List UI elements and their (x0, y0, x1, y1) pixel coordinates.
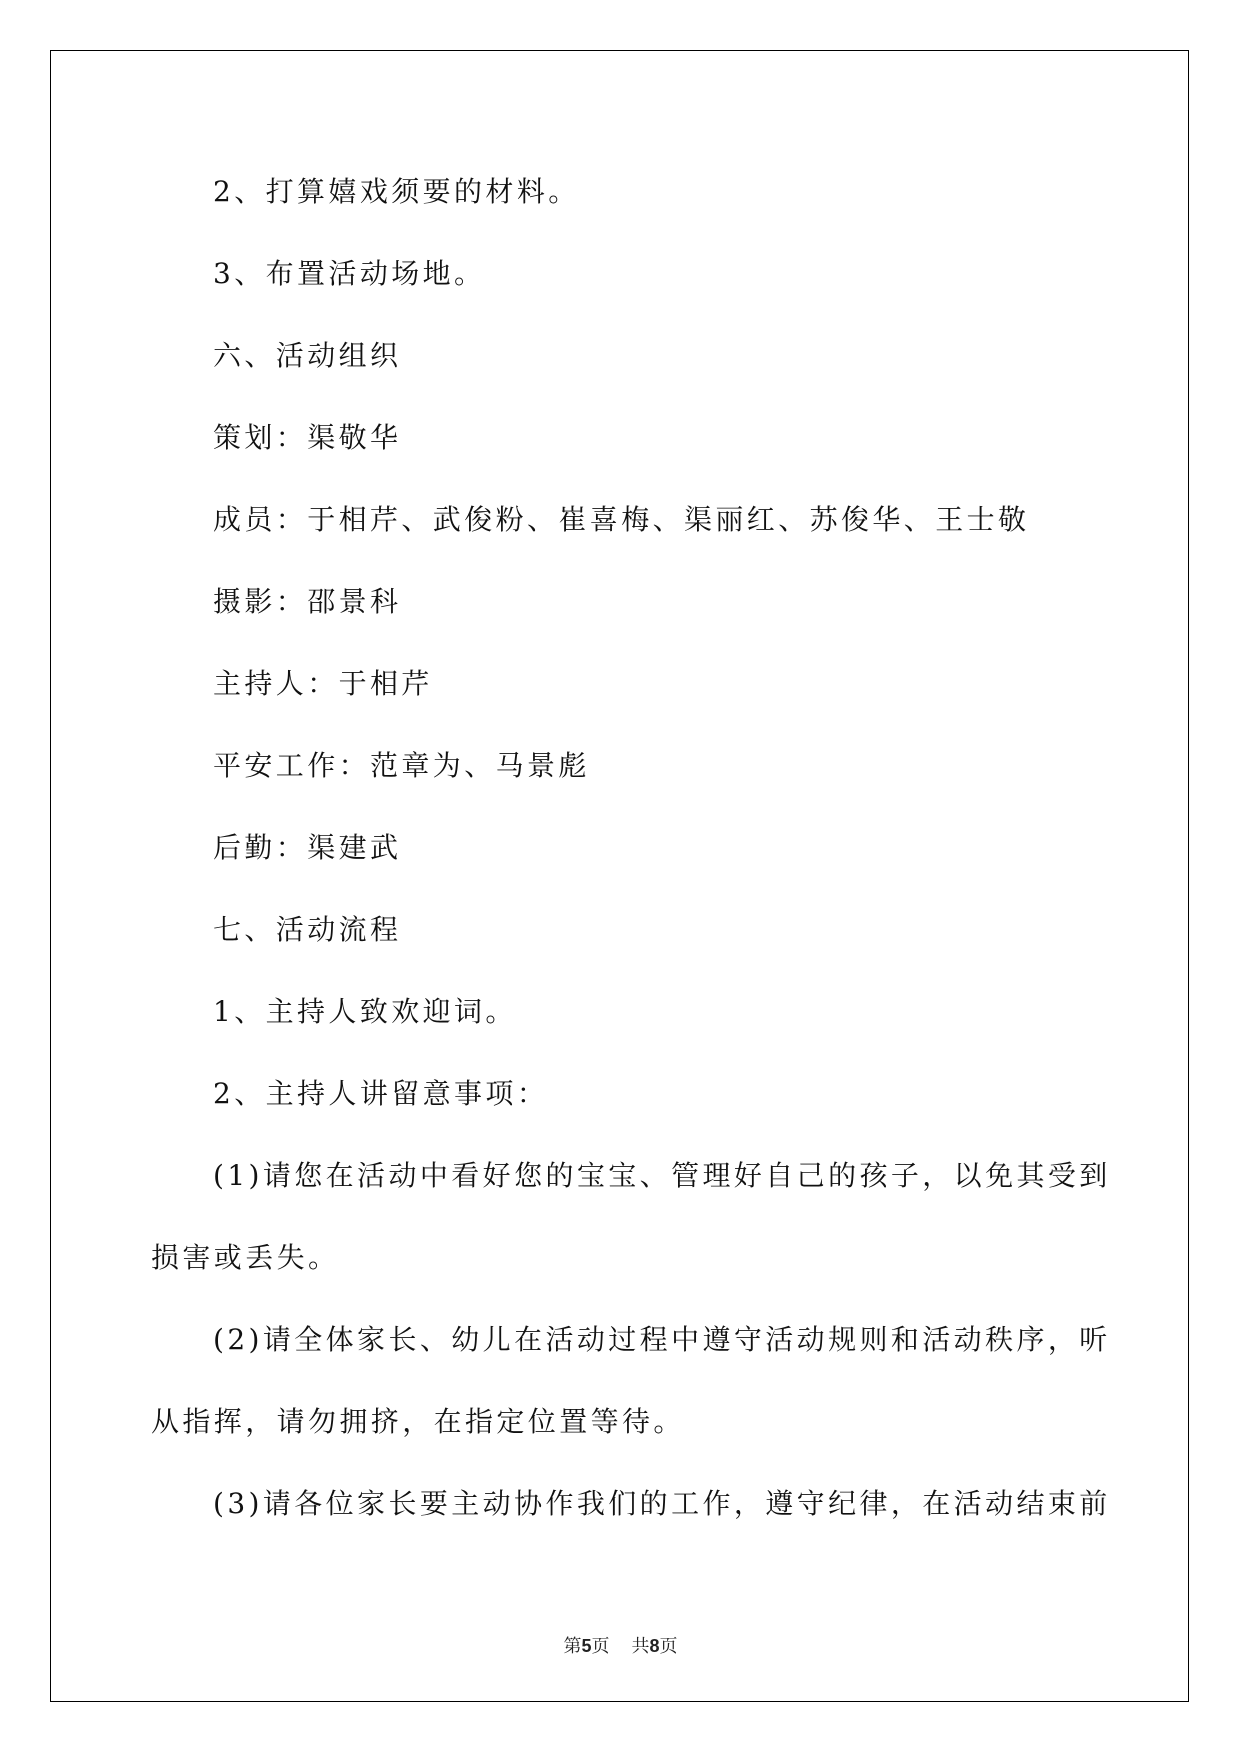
paragraph-note-2-line-1: (2)请全体家长、幼儿在活动过程中遵守活动规则和活动秩序，听 (213, 1323, 1111, 1356)
footer-total-prefix: 共 (631, 1636, 650, 1657)
paragraph-photographer: 摄影：邵景科 (213, 585, 402, 618)
footer-prefix: 第 (563, 1636, 582, 1657)
footer-total-unit: 页 (659, 1636, 678, 1657)
page-border (50, 50, 1189, 1702)
paragraph-step-2: 2、主持人讲留意事项： (213, 1077, 549, 1110)
section-heading-process: 七、活动流程 (213, 913, 402, 946)
footer-page-unit: 页 (591, 1636, 610, 1657)
paragraph-note-3-line-1: (3)请各位家长要主动协作我们的工作，遵守纪律，在活动结束前 (213, 1487, 1111, 1520)
paragraph-note-2-line-2: 从指挥，请勿拥挤，在指定位置等待。 (151, 1405, 685, 1438)
paragraph-safety: 平安工作：范章为、马景彪 (213, 749, 590, 782)
paragraph-1: 2、打算嬉戏须要的材料。 (213, 175, 580, 208)
paragraph-planner: 策划：渠敬华 (213, 421, 402, 454)
footer-current-page: 5 (581, 1636, 592, 1656)
paragraph-host: 主持人：于相芹 (213, 667, 433, 700)
paragraph-members: 成员：于相芹、武俊粉、崔喜梅、渠丽红、苏俊华、王士敬 (213, 503, 1030, 536)
paragraph-note-1-line-2: 损害或丢失。 (151, 1241, 340, 1274)
footer-total-pages: 8 (649, 1636, 660, 1656)
paragraph-logistics: 后勤：渠建武 (213, 831, 402, 864)
section-heading-organization: 六、活动组织 (213, 339, 402, 372)
page-footer (0, 1632, 1241, 1658)
paragraph-step-1: 1、主持人致欢迎词。 (213, 995, 517, 1028)
paragraph-2: 3、布置活动场地。 (213, 257, 486, 290)
paragraph-note-1-line-1: (1)请您在活动中看好您的宝宝、管理好自己的孩子，以免其受到 (213, 1159, 1111, 1192)
